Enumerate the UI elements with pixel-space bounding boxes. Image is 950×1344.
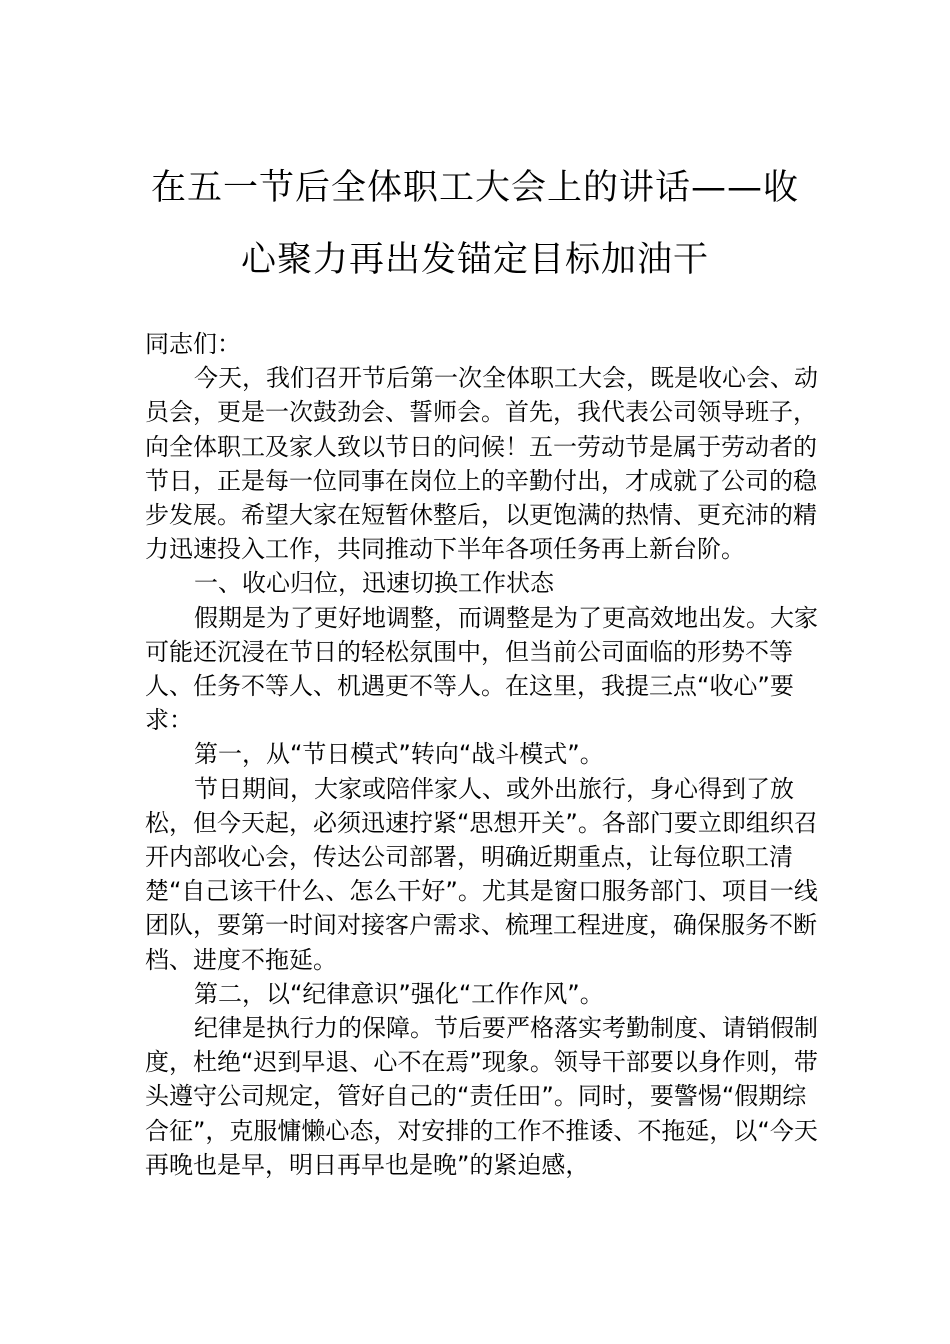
document-title-line-1: 在五一节后全体职工大会上的讲话——收	[150, 168, 799, 208]
paragraph-point-2: 纪律是执行力的保障。节后要严格落实考勤制度、请销假制度，杜绝“迟到早退、心不在焉”现象。领导干部要以身作则，带头遵守公司规定，管好自己的“责任田”。同时，要警惕“假期综合征”，克服慵懒心态，对安排的工作不推诿、不拖延，以“今天再晚也是早，明日再早也是晚”的紧迫感，	[145, 1014, 818, 1179]
paragraph-intro: 今天，我们召开节后第一次全体职工大会，既是收心会、动员会，更是一次鼓劲会、誓师会。首先，我代表公司领导班子，向全体职工及家人致以节日的问候！五一劳动节是属于劳动者的节日，正是每一位同事在岗位上的辛勤付出，才成就了公司的稳步发展。希望大家在短暂休整后，以更饱满的热情、更充沛的精力迅速投入工作，共同推动下半年各项任务再上新台阶。	[145, 364, 818, 564]
paragraph-section-1: 假期是为了更好地调整，而调整是为了更高效地出发。大家可能还沉浸在节日的轻松氛围中，但当前公司面临的形势不等人、任务不等人、机遇更不等人。在这里，我提三点“收心”要求：	[145, 603, 818, 735]
section-heading-1: 一、收心归位，迅速切换工作状态	[194, 569, 554, 598]
document-body	[145, 327, 825, 1182]
salutation: 同志们：	[145, 330, 241, 358]
point-heading-1: 第一，从“节日模式”转向“战斗模式”。	[194, 740, 604, 769]
paragraph-point-1: 节日期间，大家或陪伴家人、或外出旅行，身心得到了放松，但今天起，必须迅速拧紧“思想开关”。各部门要立即组织召开内部收心会，传达公司部署，明确近期重点，让每位职工清楚“自己该干什么、怎么干好”。尤其是窗口服务部门、项目一线团队，要第一时间对接客户需求、梳理工程进度，确保服务不断档、进度不拖延。	[145, 774, 818, 974]
document-title-line-2: 心聚力再出发锚定目标加油干	[240, 240, 709, 280]
point-heading-2: 第二，以“纪律意识”强化“工作作风”。	[194, 979, 604, 1008]
